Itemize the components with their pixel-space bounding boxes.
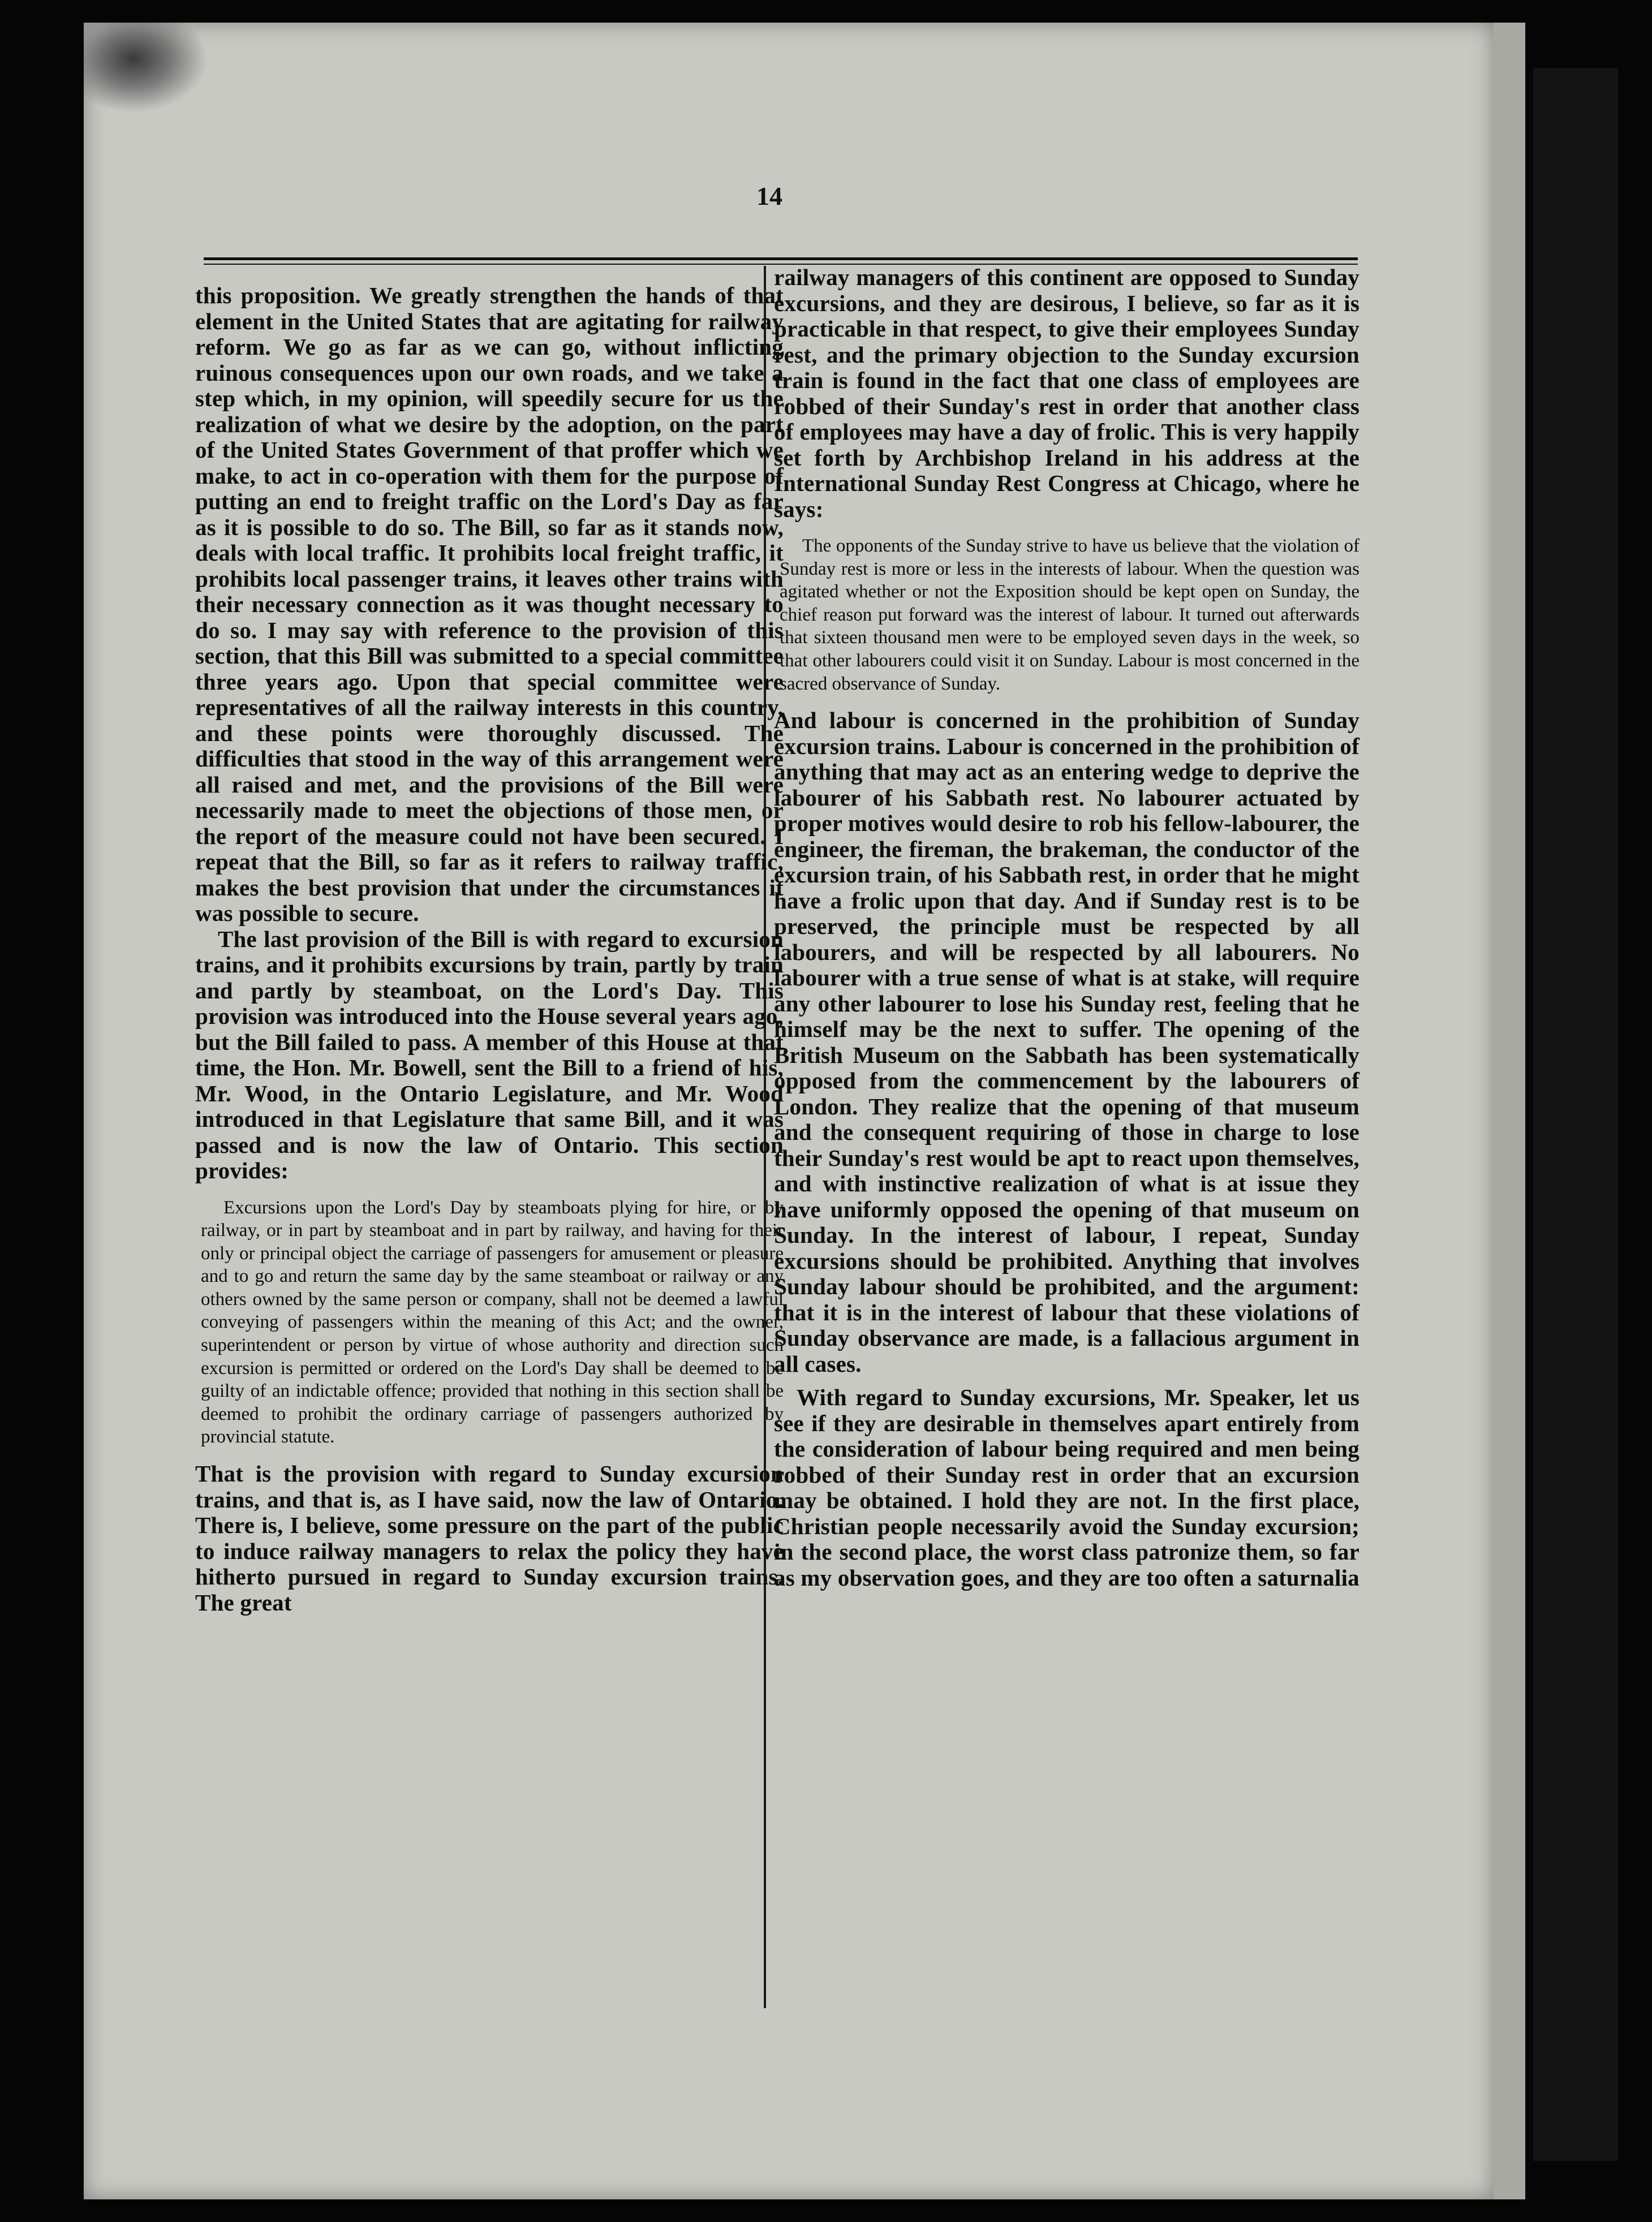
left-column bbox=[195, 283, 784, 1616]
right-column bbox=[774, 265, 1360, 1591]
right-paragraph-2: And labour is concerned in the prohibition of Sunday excursion trains. Labour is concerned in the prohibition of anything that may act as an entering wedge to deprive the labourer of his Sabbath rest. No labourer actuated by proper motives would desire to rob his fellow-labourer, the engineer, the fireman, the brakeman, the conductor of the excursion train, of his Sabbath rest, in order that he might have a frolic upon that day. And if Sunday rest is to be preserved, the principle must be respected by all labourers, and will be respected by all labourers. No labourer with a true sense of what is at stake, will require any other labourer to lose his Sunday rest, feeling that he himself may be the next to suffer. The opening of the British Museum on the Sabbath has been systematically opposed from the commencement by the labourers of London. They realize that the opening of that museum and the consequent requiring of those in charge to lose their Sunday's rest would be apt to react upon themselves, and with instinctive realization of what is at issue they have uniformly opposed the opening of that museum on Sunday. In the interest of labour, I repeat, Sunday excursions should be prohibited. Anything that involves Sunday labour should be prohibited, and the argument: that it is in the interest of labour that these violations of Sunday observance are made, is a fallacious argument in all cases. bbox=[774, 707, 1360, 1377]
adjacent-page-shadow bbox=[1533, 68, 1618, 2161]
page-edge bbox=[1494, 23, 1525, 2199]
left-paragraph-2: The last provision of the Bill is with regard to excursion trains, and it prohibits excursions by train, partly by train and partly by steamboat, on the Lord's Day. This provision was introduced into the House several years ago, but the Bill failed to pass. A member of this House at that time, the Hon. Mr. Bowell, sent the Bill to a friend of his, Mr. Wood, in the Ontario Legislature, and Mr. Wood introduced in that Legislature that same Bill, and it was passed and is now the law of Ontario. This section provides: bbox=[195, 925, 784, 1183]
page-number: 14 bbox=[756, 182, 782, 210]
right-paragraph-3: With regard to Sunday excursions, Mr. Speaker, let us see if they are desirable in themselves apart entirely from the consideration of labour being required and men being robbed of their Sunday rest in order that an excursion may be obtained. I hold they are not. In the first place, Christian people necessarily avoid the Sunday excursion; in the second place, the worst class patronize them, so far as my observation goes, and they are too often a saturnalia bbox=[774, 1384, 1360, 1591]
right-paragraph-1: railway managers of this continent are opposed to Sunday excursions, and they are desirous, I believe, so far as it is practicable in that respect, to give their employees Sunday rest, and the primary objection to the Sunday excursion train is found in the fact that one class of employees are robbed of their Sunday's rest in order that another class of employees may have a day of frolic. This is very happily set forth by Archbishop Ireland in his address at the International Sunday Rest Congress at Chicago, where he says: bbox=[774, 264, 1360, 522]
left-paragraph-1: this proposition. We greatly strengthen the hands of that element in the United States that are agitating for railway reform. We go as far as we can go, without inflicting ruinous consequences upon our own roads, and we take a step which, in my opinion, will speedily secure for us the realization of what we desire by the adoption, on the part of the United States Government of that proffer which we make, to act in co-operation with them for the purpose of putting an end to freight traffic on the Lord's Day as far as it is possible to do so. The Bill, so far as it stands now, deals with local traffic. It prohibits local freight traffic, it prohibits local passenger trains, it leaves other trains with their necessary connection as it was thought necessary to do so. I may say with reference to the provision of this section, that this Bill was submitted to a special committee three years ago. Upon that special committee were representatives of all the railway interests in this country, and these points were thoroughly discussed. The difficulties that stood in the way of this arrangement were all raised and met, and the provisions of the Bill were necessarily made to meet the objections of those men, or the report of the measure could not have been secured. I repeat that the Bill, so far as it refers to railway traffic, makes the best provision that under the circumstances it was possible to secure. bbox=[195, 282, 784, 926]
left-paragraph-3: That is the provision with regard to Sunday excursion trains, and that is, as I have said, now the law of Ontario. There is, I believe, some pressure on the part of the public to induce railway managers to relax the policy they have hitherto pursued in regard to Sunday excursion trains. The great bbox=[195, 1461, 784, 1616]
ink-blot bbox=[84, 23, 208, 113]
header-rule bbox=[204, 257, 1358, 260]
left-quotation: Excursions upon the Lord's Day by steamboats plying for hire, or by railway, or in part by steamboat and in part by railway, and having for their only or principal object the carriage of passengers for amusement or pleasure and to go and return the same day by the same steamboat or railway or any others owned by the same person or company, shall not be deemed a lawful conveying of passengers within the meaning of this Act; and the owner, superintendent or person by virtue of whose authority and direction such excursion is permitted or ordered on the Lord's Day shall be deemed to be guilty of an indictable offence; provided that nothing in this section shall be deemed to prohibit the ordinary carriage of passengers authorized by provincial statute. bbox=[201, 1197, 784, 1448]
right-quotation: The opponents of the Sunday strive to have us believe that the violation of Sunday rest is more or less in the interests of labour. When the question was agitated whether or not the Exposition should be kept open on Sunday, the chief reason put forward was the interest of labour. It turned out afterwards that sixteen thousand men were to be employed seven days in the week, so that other labourers could visit it on Sunday. Labour is most concerned in the sacred observance of Sunday. bbox=[780, 536, 1360, 694]
